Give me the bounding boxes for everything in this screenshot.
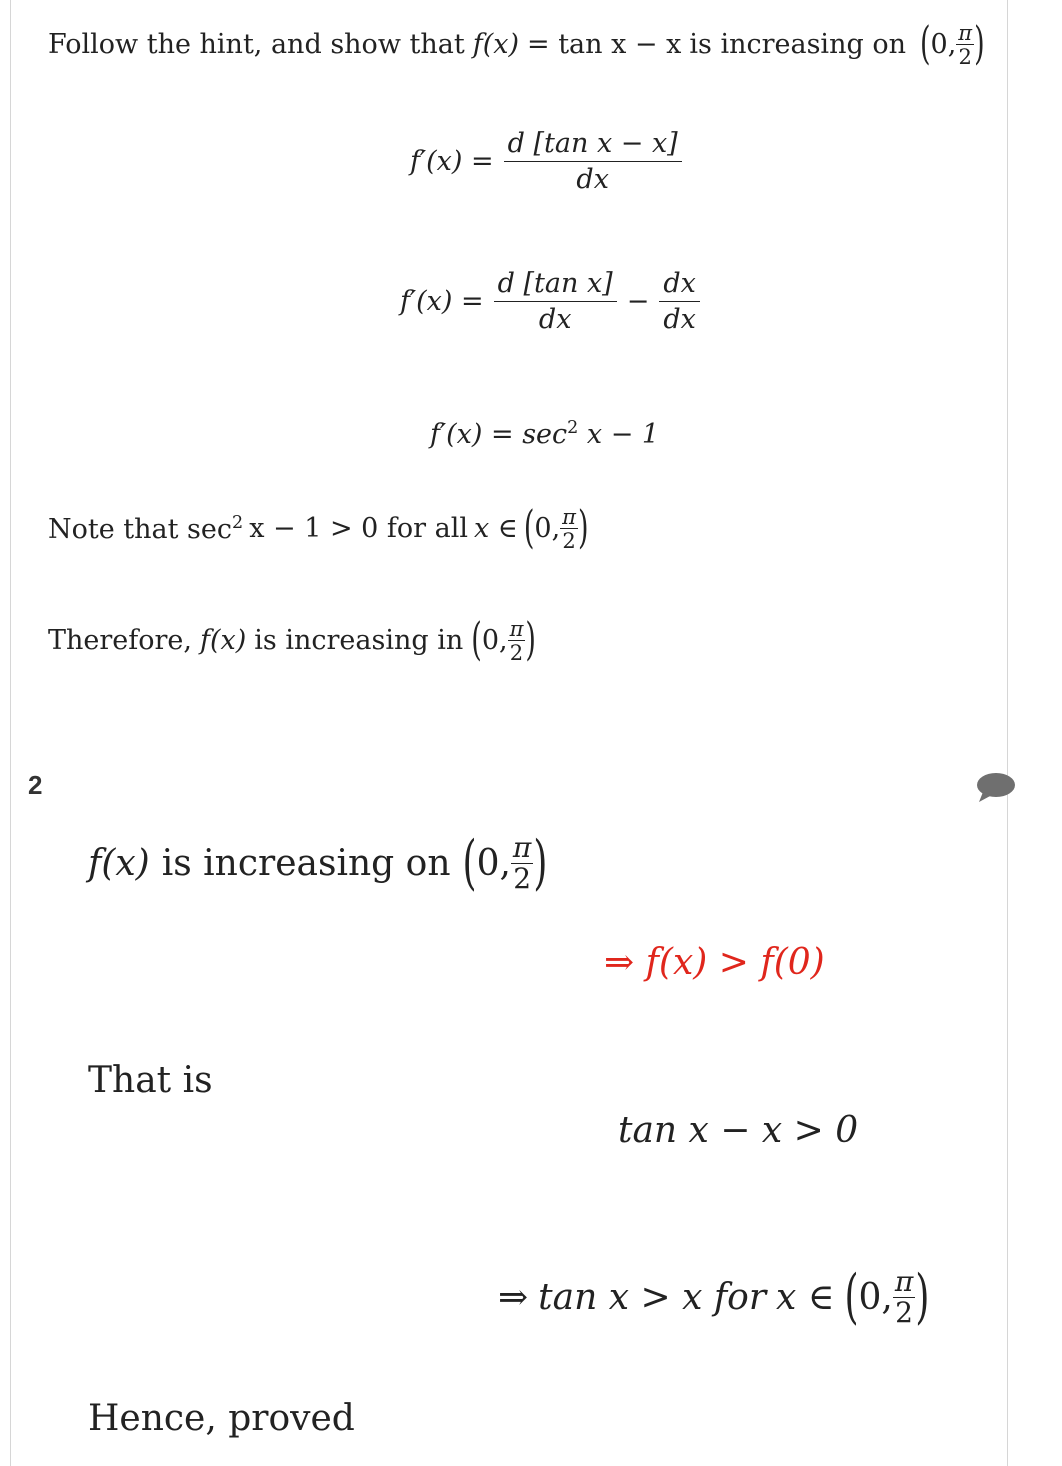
question-number: 2 (28, 770, 43, 800)
intro-rhs: = tan x − x (527, 29, 682, 61)
interval-0-pi-over-2: ( 0, $\frac{\pi}{2}$ ) (523, 502, 589, 555)
eq2-lhs: f′(x) = (400, 286, 484, 317)
interval-0-pi-over-2: ( 0, $\frac{\pi}{2}$ ) (919, 18, 985, 71)
equation-2 (400, 268, 700, 335)
implies-tan-greater-x: ⇒ tan x > x for x ∈ ( 0, $\frac{\pi}{2}$ ) (498, 1263, 930, 1332)
eq1-lhs: f′(x) = (410, 146, 494, 177)
interval-0-pi-over-2: ( 0, $\frac{\pi}{2}$ ) (471, 614, 536, 667)
inequality-line: tan x − x > 0 (618, 1110, 859, 1151)
equation-3: $f'(x) = \sec^2 x - 1$ (430, 418, 660, 450)
eq2-fraction-b: $\frac{dx}{dx}$ (659, 268, 700, 335)
intro-lead: Follow the hint, and show that (48, 29, 465, 61)
eq1-fraction: $\frac{\text{d [tan x − x]}}{dx}$ (504, 128, 682, 195)
eq2-fraction-a: $\frac{\text{d [tan x]}}{dx}$ (494, 268, 617, 335)
intro-tail: is increasing on (689, 29, 906, 61)
answer-card (10, 0, 1008, 1466)
implies-f-greater-f0: ⇒ f(x) > f(0) (604, 942, 825, 983)
interval-0-pi-over-2: ( 0, $\frac{\pi}{2}$ ) (844, 1263, 930, 1332)
eq2-minus: − (626, 286, 650, 317)
note-line: Note that $\sec^2$ x − 1 > 0 for all x ∈ ( 0, $\frac{\pi}{2}$ ) (48, 502, 589, 555)
equation-1 (410, 128, 682, 195)
intro-line (48, 18, 985, 71)
comment-icon[interactable] (975, 770, 1017, 804)
hence-proved: Hence, proved (88, 1398, 355, 1439)
that-is-label: That is (88, 1060, 213, 1101)
increasing-line: f(x) is increasing on ( 0, $\frac{\pi}{2}$ ) (88, 829, 548, 898)
interval-0-pi-over-2: ( 0, $\frac{\pi}{2}$ ) (462, 829, 548, 898)
intro-fx: f(x) (472, 29, 519, 61)
therefore-line: Therefore, f(x) is increasing in ( 0, $\frac{\pi}{2}$ ) (48, 614, 536, 667)
